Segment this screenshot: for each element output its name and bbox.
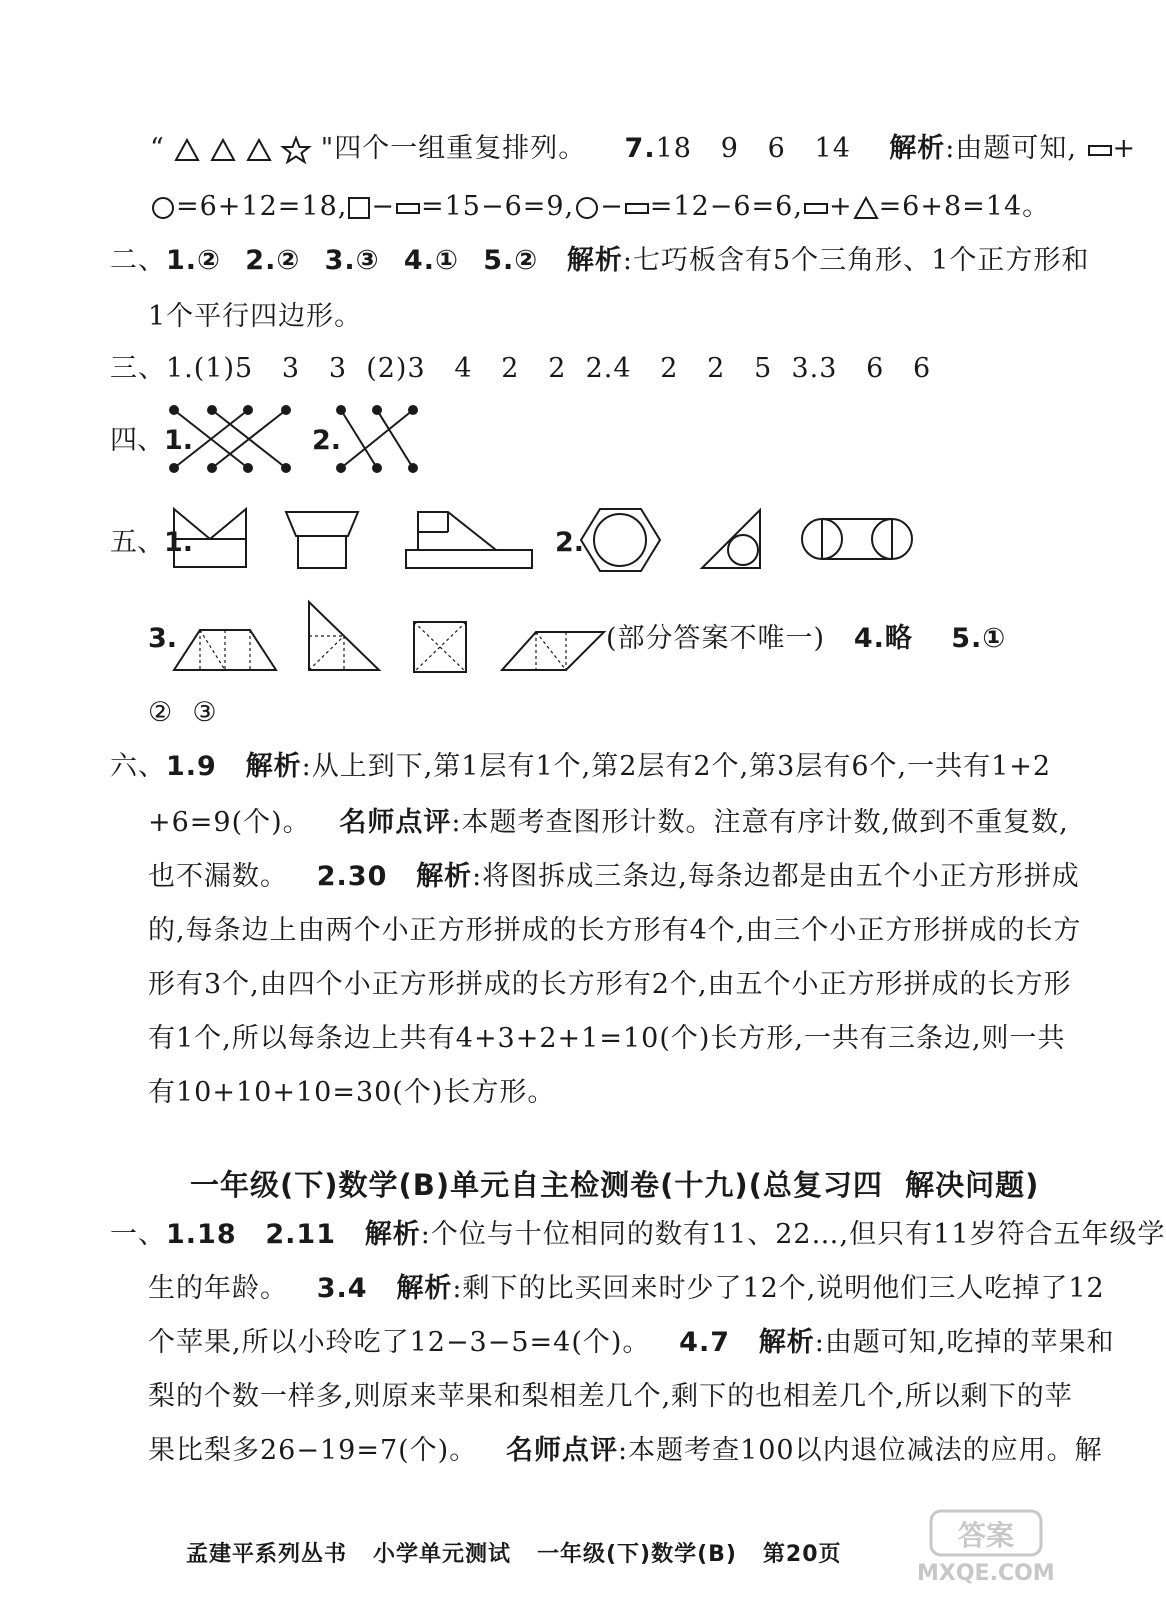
rectangle-icon xyxy=(1087,143,1113,157)
section-5-q5-continued: ② ③ xyxy=(148,697,218,728)
section-6-line-7: 有10+10+10=30(个)长方形。 xyxy=(148,1077,556,1108)
watermark-text: MXQE.COM xyxy=(917,1561,1055,1586)
circle-icon xyxy=(574,195,600,221)
shape-hexagon-circle xyxy=(578,505,663,575)
shape-right-triangle-cut xyxy=(305,598,383,674)
square-icon xyxy=(347,196,371,220)
section-5-label: 五、1. xyxy=(110,527,194,558)
section-6-line-4: 的,每条边上由两个小正方形拼成的长方形有4个,由三个小正方形拼成的长方 xyxy=(148,915,1082,946)
shape-capsule xyxy=(798,512,918,567)
part2-line-3: 个苹果,所以小玲吃了12−3−5=4(个)。 4.7 解析:由题可知,吃掉的苹果和 xyxy=(148,1327,1115,1358)
triangle-icon xyxy=(210,138,236,162)
section-3-line: 三、1.(1)5 3 3 (2)3 4 2 2 2.4 2 2 5 3.3 6 6 xyxy=(110,353,932,384)
page-footer: 孟建平系列丛书 小学单元测试 一年级(下)数学(B) 第20页 xyxy=(186,1542,842,1567)
triangle-icon xyxy=(246,138,272,162)
watermark-logo xyxy=(911,1505,1061,1590)
section-6-line-3: 也不漏数。 2.30 解析:将图拆成三条边,每条边都是由五个小正方形拼成 xyxy=(148,861,1080,892)
section-5-note-line: (部分答案不唯一) 4.略 5.① xyxy=(606,623,1007,654)
section-6-line-5: 形有3个,由四个小正方形拼成的长方形有2个,由五个小正方形拼成的长方形 xyxy=(148,969,1072,1000)
matching-figure-1 xyxy=(168,404,293,474)
section-4-label: 四、1. xyxy=(110,425,194,456)
shape-trapezoid-cut xyxy=(170,626,280,674)
section-6-line-1: 六、1.9 解析:从上到下,第1层有1个,第2层有2个,第3层有6个,一共有1+2 xyxy=(110,751,1052,782)
shape-square-cut xyxy=(410,618,470,676)
rectangle-icon xyxy=(395,201,421,215)
section-5-q3: 3. xyxy=(148,623,178,654)
star-icon xyxy=(281,136,311,164)
shape-parallelogram-cut xyxy=(498,628,608,674)
section-6-line-2: +6=9(个)。 名师点评:本题考查图形计数。注意有序计数,做到不重复数, xyxy=(148,807,1069,838)
analysis-label: 解析 xyxy=(566,245,623,276)
section-2-line-1: 二、1.② 2.② 3.③ 4.① 5.② 解析:七巧板含有5个三角形、1个正方形和 xyxy=(110,245,1090,276)
svg-text:答案: 答案 xyxy=(957,1519,1015,1552)
part2-line-4: 梨的个数一样多,则原来苹果和梨相差几个,剩下的也相差几个,所以剩下的苹 xyxy=(148,1381,1073,1412)
shape-triangle-circle xyxy=(698,506,766,571)
shape-ramp xyxy=(402,506,537,571)
triangle-icon xyxy=(174,138,200,162)
rectangle-icon xyxy=(803,201,829,215)
section-6-line-6: 有1个,所以每条边上共有4+3+2+1=10(个)长方形,一共有三条边,则一共 xyxy=(148,1023,1066,1054)
line-1: “ "四个一组重复排列。 7.18 9 6 14 解析:由题可知, + xyxy=(150,133,1137,164)
rectangle-icon xyxy=(624,201,650,215)
section-title: 一年级(下)数学(B)单元自主检测卷(十九)(总复习四 解决问题) xyxy=(190,1168,1040,1202)
section-2-line-2: 1个平行四边形。 xyxy=(148,301,363,332)
matching-figure-2 xyxy=(335,404,420,474)
section-4-q2: 2. xyxy=(312,425,342,456)
shape-crown xyxy=(170,505,250,570)
line-1-text: "四个一组重复排列。 xyxy=(320,133,587,164)
part2-line-5: 果比梨多26−19=7(个)。 名师点评:本题考查100以内退位减法的应用。解 xyxy=(148,1435,1103,1466)
part2-line-1: 一、1.18 2.11 解析:个位与十位相同的数有11、22…,但只有11岁符合五年级学 xyxy=(110,1219,1166,1250)
analysis-label: 解析 xyxy=(889,133,946,164)
shape-cup xyxy=(282,508,362,573)
triangle-icon xyxy=(853,196,879,220)
line-2: =6+12=18, − =15−6=9, − =12−6=6, + =6+8=14。 xyxy=(150,190,1050,224)
section-5-q2: 2. xyxy=(555,527,585,558)
circle-icon xyxy=(150,195,176,221)
part2-line-2: 生的年龄。 3.4 解析:剩下的比买回来时少了12个,说明他们三人吃掉了12 xyxy=(148,1273,1105,1304)
